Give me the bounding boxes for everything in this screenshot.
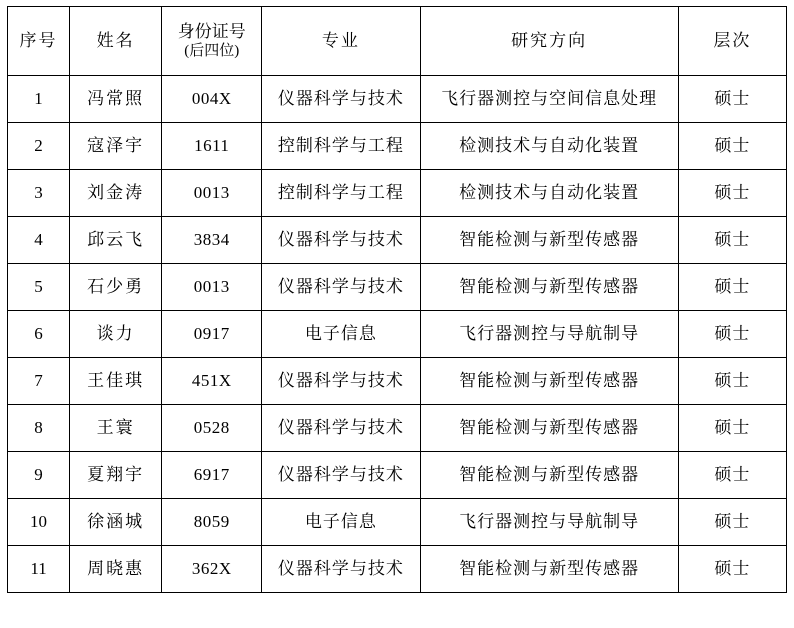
cell-name: 石少勇 (70, 264, 162, 311)
cell-major: 电子信息 (262, 311, 420, 358)
header-cell-id (162, 7, 262, 76)
cell-level: 硕士 (678, 123, 786, 170)
cell-id: 0917 (162, 311, 262, 358)
table-row (8, 217, 787, 264)
cell-no: 9 (8, 452, 70, 499)
cell-level: 硕士 (678, 217, 786, 264)
header-cell-name: 姓名 (70, 7, 162, 76)
cell-no: 1 (8, 76, 70, 123)
cell-level: 硕士 (678, 264, 786, 311)
cell-level: 硕士 (678, 499, 786, 546)
table-body (8, 76, 787, 593)
cell-no: 6 (8, 311, 70, 358)
table-row (8, 123, 787, 170)
cell-no: 10 (8, 499, 70, 546)
table-row (8, 311, 787, 358)
cell-id: 8059 (162, 499, 262, 546)
cell-level: 硕士 (678, 170, 786, 217)
cell-name: 徐涵城 (70, 499, 162, 546)
cell-field: 智能检测与新型传感器 (420, 358, 678, 405)
cell-name: 刘金涛 (70, 170, 162, 217)
cell-no: 2 (8, 123, 70, 170)
cell-field: 飞行器测控与导航制导 (420, 311, 678, 358)
cell-major: 仪器科学与技术 (262, 358, 420, 405)
cell-field: 检测技术与自动化装置 (420, 170, 678, 217)
cell-id: 0528 (162, 405, 262, 452)
cell-id: 0013 (162, 264, 262, 311)
cell-field: 智能检测与新型传感器 (420, 264, 678, 311)
cell-level: 硕士 (678, 311, 786, 358)
cell-id: 6917 (162, 452, 262, 499)
cell-name: 邱云飞 (70, 217, 162, 264)
cell-no: 11 (8, 546, 70, 593)
header-cell-level: 层次 (678, 7, 786, 76)
cell-level: 硕士 (678, 76, 786, 123)
cell-major: 控制科学与工程 (262, 123, 420, 170)
cell-id: 3834 (162, 217, 262, 264)
table-header-row (8, 7, 787, 76)
cell-level: 硕士 (678, 405, 786, 452)
cell-major: 仪器科学与技术 (262, 264, 420, 311)
table-row (8, 546, 787, 593)
cell-id: 451X (162, 358, 262, 405)
cell-id: 362X (162, 546, 262, 593)
cell-name: 王寰 (70, 405, 162, 452)
cell-name: 周晓惠 (70, 546, 162, 593)
cell-no: 5 (8, 264, 70, 311)
table-row (8, 452, 787, 499)
header-id-line1: 身份证号 (177, 22, 246, 41)
table-row (8, 358, 787, 405)
cell-field: 智能检测与新型传感器 (420, 546, 678, 593)
cell-id: 0013 (162, 170, 262, 217)
cell-major: 电子信息 (262, 499, 420, 546)
cell-field: 飞行器测控与导航制导 (420, 499, 678, 546)
cell-no: 7 (8, 358, 70, 405)
cell-major: 仪器科学与技术 (262, 546, 420, 593)
cell-name: 谈力 (70, 311, 162, 358)
cell-field: 智能检测与新型传感器 (420, 217, 678, 264)
cell-major: 控制科学与工程 (262, 170, 420, 217)
header-cell-no: 序号 (8, 7, 70, 76)
cell-name: 冯常照 (70, 76, 162, 123)
table-row (8, 405, 787, 452)
cell-level: 硕士 (678, 452, 786, 499)
table-header (8, 7, 787, 76)
cell-no: 3 (8, 170, 70, 217)
cell-field: 智能检测与新型传感器 (420, 452, 678, 499)
table-row (8, 264, 787, 311)
cell-no: 4 (8, 217, 70, 264)
cell-major: 仪器科学与技术 (262, 217, 420, 264)
table-row (8, 170, 787, 217)
table-row (8, 499, 787, 546)
cell-field: 智能检测与新型传感器 (420, 405, 678, 452)
header-cell-field: 研究方向 (420, 7, 678, 76)
cell-no: 8 (8, 405, 70, 452)
cell-major: 仪器科学与技术 (262, 76, 420, 123)
header-cell-major: 专业 (262, 7, 420, 76)
student-roster-table (7, 6, 787, 593)
cell-name: 夏翔宇 (70, 452, 162, 499)
cell-level: 硕士 (678, 546, 786, 593)
cell-name: 王佳琪 (70, 358, 162, 405)
cell-id: 004X (162, 76, 262, 123)
table-row (8, 76, 787, 123)
cell-field: 检测技术与自动化装置 (420, 123, 678, 170)
cell-major: 仪器科学与技术 (262, 405, 420, 452)
header-id-line2: (后四位) (184, 43, 240, 60)
cell-field: 飞行器测控与空间信息处理 (420, 76, 678, 123)
cell-level: 硕士 (678, 358, 786, 405)
cell-major: 仪器科学与技术 (262, 452, 420, 499)
cell-id: 1611 (162, 123, 262, 170)
cell-name: 寇泽宇 (70, 123, 162, 170)
document-page (0, 6, 794, 628)
